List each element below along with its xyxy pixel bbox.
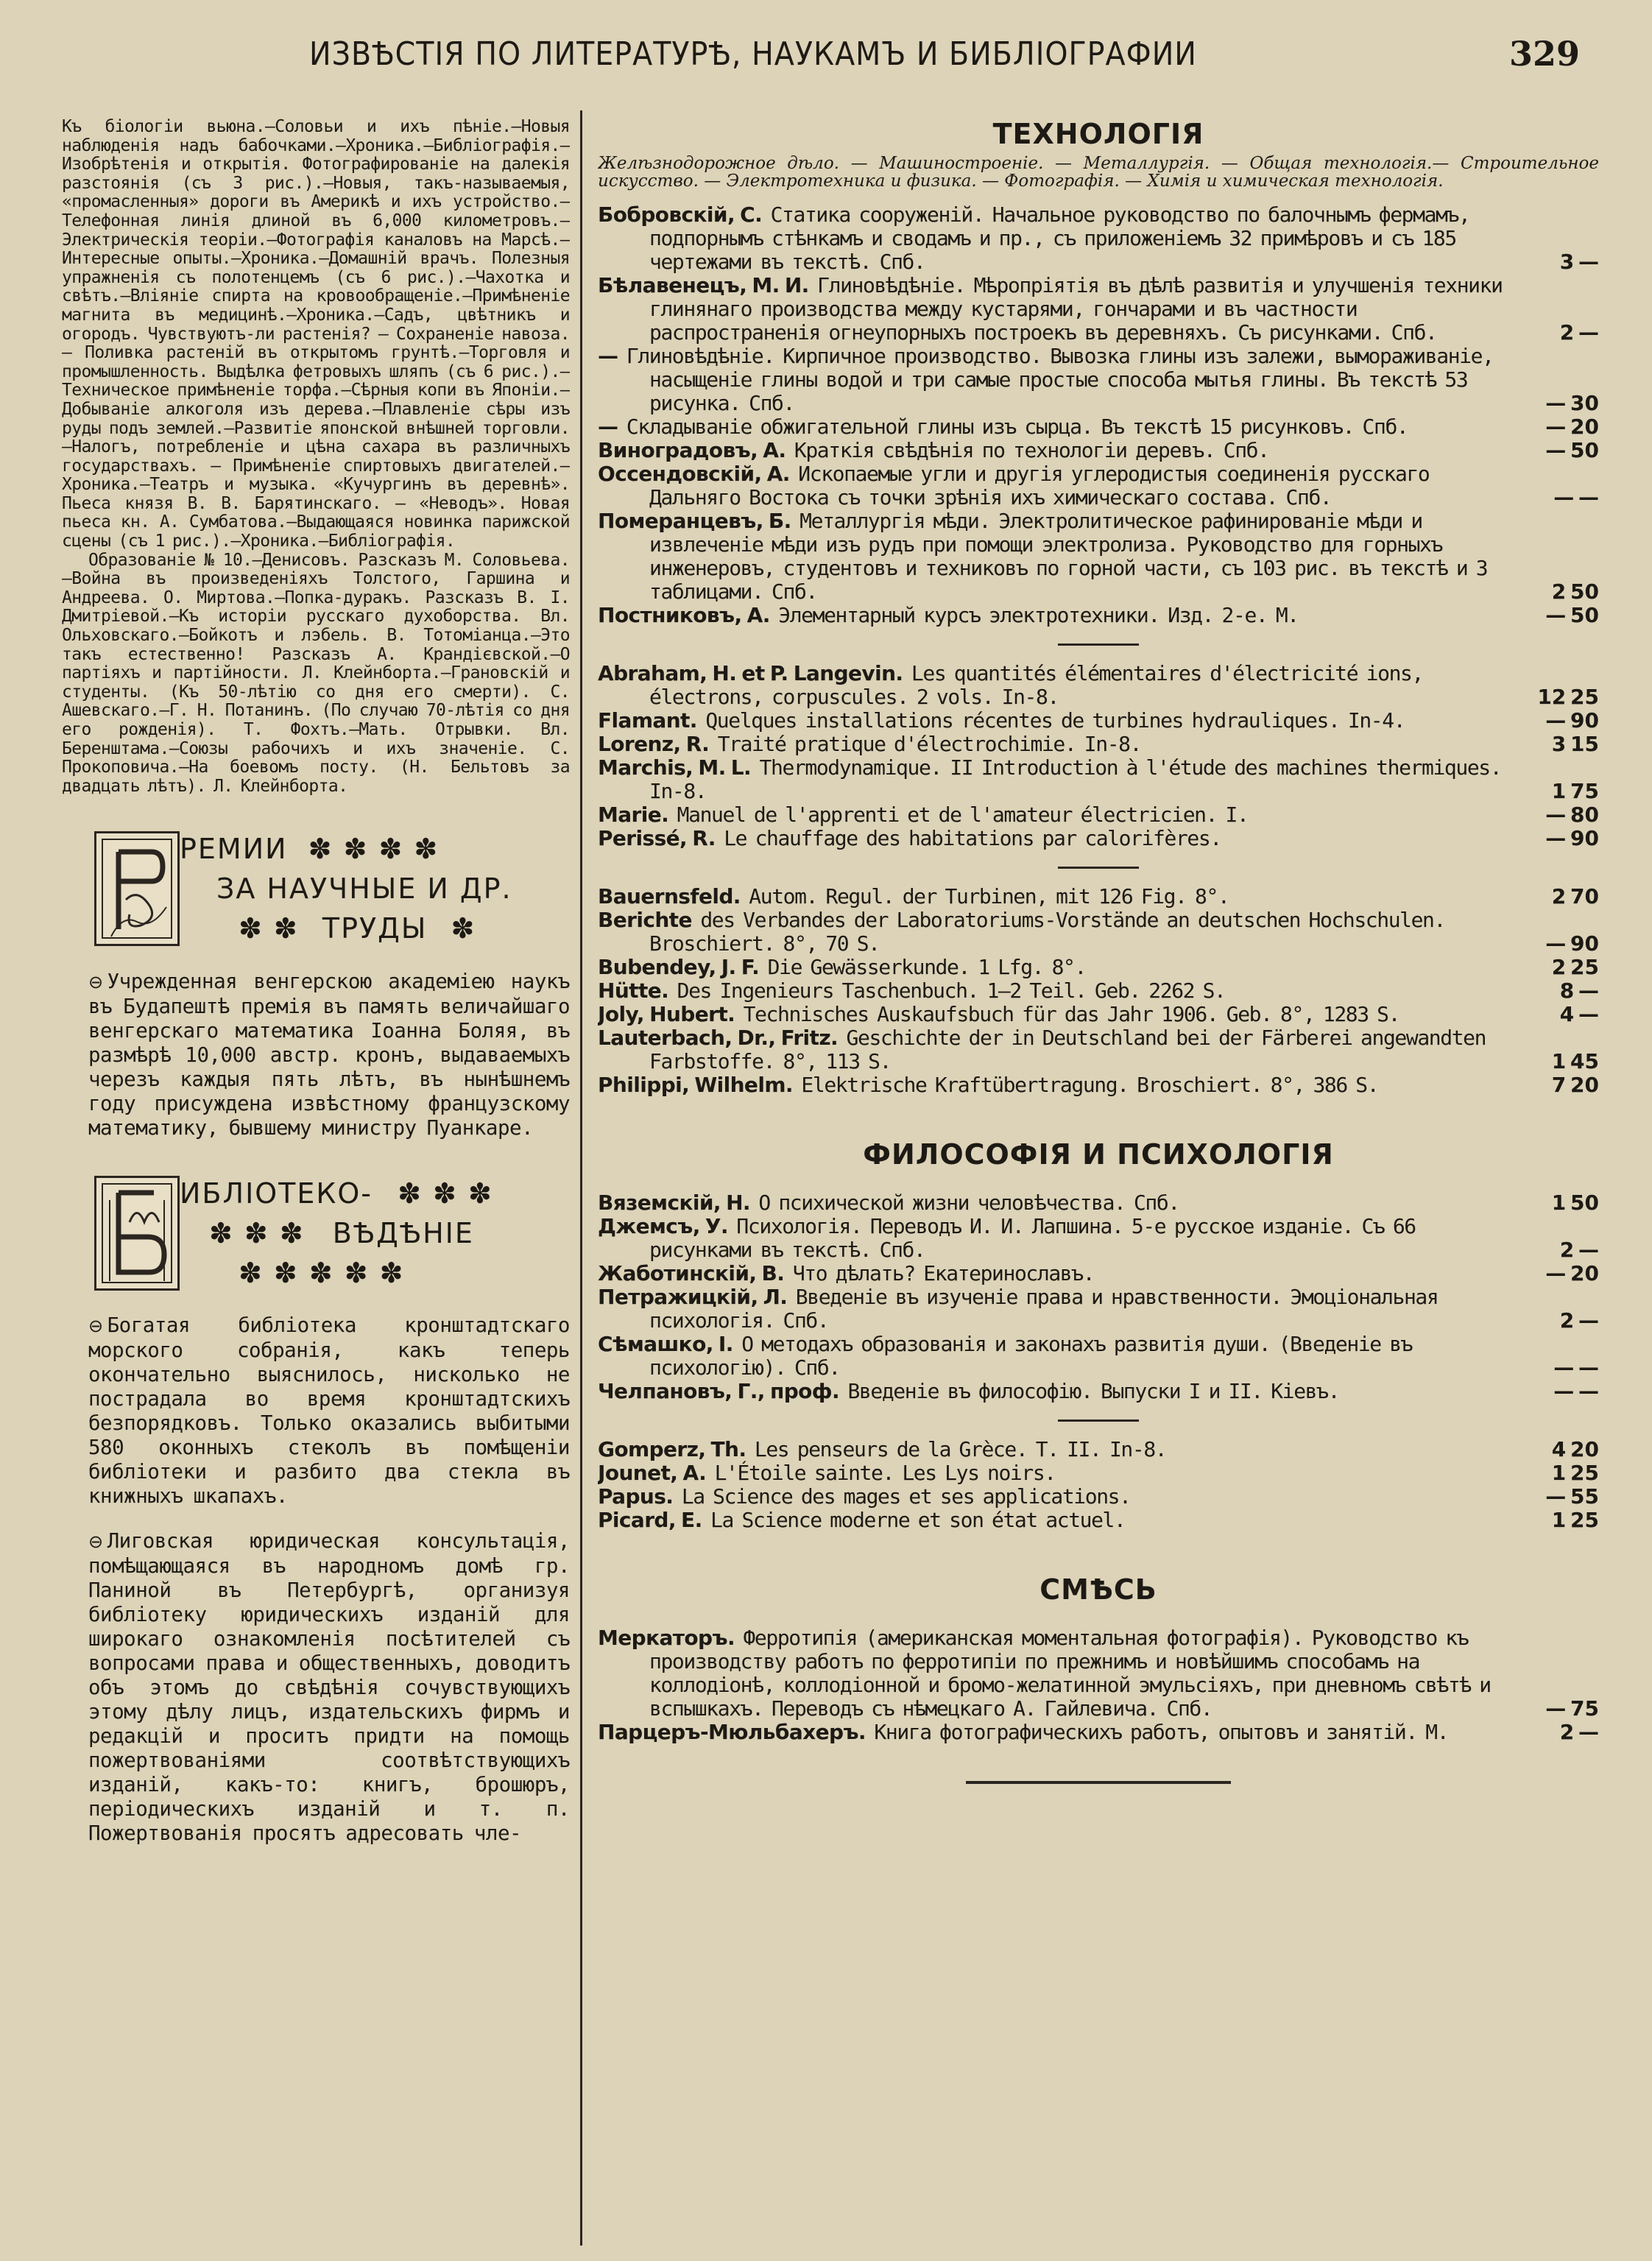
- list-item: Челпановъ, Г., проф. Введеніе въ философію. Выпуски I и II. Кіевъ. — —: [598, 1379, 1599, 1403]
- journal-title: ИЗВѢСТІЯ ПО ЛИТЕРАТУРѢ, НАУКАМЪ И БИБЛІОГРАФИИ: [309, 35, 1197, 73]
- list-item: Постниковъ, А. Элементарный курсъ электротехники. Изд. 2-е. М. — 50: [598, 603, 1599, 627]
- list-item: Gomperz, Th. Les penseurs de la Grèce. T. II. In-8. 4 20: [598, 1437, 1599, 1461]
- prizes-stars-3: ✽: [451, 912, 476, 945]
- page-number: 329: [1509, 34, 1581, 74]
- list-item: Picard, E. La Science moderne et son état actuel. 1 25: [598, 1508, 1599, 1532]
- list-item: Меркаторъ. Ферротипія (американская моментальная фотографія). Руководство къ производству работъ по ферротипіи по прежнимъ и новѣйшимъ способамъ на коллодіонѣ, коллодіонной и бромо-желатинной эмульсіяхъ, при дневномъ свѣтѣ и вспышкахъ. Переводъ съ нѣмецкаго А. Гайлевича. Спб. — 75: [598, 1626, 1599, 1721]
- list-item: Бобровскій, С. Статика сооруженій. Начальное руководство по балочнымъ фермамъ, подпорнымъ стѣнкамъ и сводамъ и пр., съ приложеніемъ 32 примѣровъ и съ 185 чертежами въ текстѣ. Спб. 3 —: [598, 202, 1599, 274]
- list-item: Вяземскій, Н. О психической жизни человѣчества. Спб. 1 50: [598, 1191, 1599, 1215]
- library-text-2: Лиговская юридическая консультація, помѣщающаяся въ народномъ домѣ гр. Паниной въ Петербургѣ, организуя библіотеку юридическихъ изданій для широкаго ознакомленія посѣтителей съ вопросами права и общественныхъ, доводитъ объ этомъ до свѣдѣнія сочувствующихъ этому дѣлу лицъ, издательскихъ фирмъ и редакцій и проситъ придти на помощь пожертвованіями соотвѣтствующихъ изданій, какъ-то: книгъ, брошюръ, періодическихъ изданій и т. п. Пожертвованія просятъ адресовать чле-: [88, 1528, 570, 1845]
- divider: [1058, 867, 1139, 869]
- technology-title: ТЕХНОЛОГІЯ: [992, 118, 1204, 150]
- list-item: Perissé, R. Le chauffage des habitations par calorifères. — 90: [598, 826, 1599, 850]
- list-item: Петражицкій, Л. Введеніе въ изученіе права и нравственности. Эмоціональная психологія. Спб. 2 —: [598, 1285, 1599, 1333]
- list-item: Joly, Hubert. Technisches Auskaufsbuch für das Jahr 1906. Geb. 8°, 1283 S. 4 —: [598, 1002, 1599, 1026]
- list-item: Lorenz, R. Traité pratique d'électrochimie. In-8. 3 15: [598, 732, 1599, 756]
- philosophy-title: ФИЛОСОФІЯ И ПСИХОЛОГІЯ: [863, 1138, 1334, 1171]
- technology-french-list: [598, 662, 1599, 850]
- divider: [1058, 643, 1139, 646]
- paragraph-mark-icon: ⊖: [88, 1531, 103, 1552]
- left-column: [62, 118, 570, 2253]
- column-divider: [580, 110, 582, 2246]
- list-item: Виноградовъ, А. Краткія свѣдѣнія по технологіи деревъ. Спб. — 50: [598, 438, 1599, 462]
- misc-list: [598, 1626, 1599, 1744]
- technology-german-list: [598, 885, 1599, 1097]
- paragraph-mark-icon: ⊖: [88, 971, 103, 992]
- prizes-heading: [62, 831, 570, 949]
- library-heading: [62, 1176, 570, 1294]
- ornamental-initial-p-icon: [94, 831, 180, 946]
- divider: [1058, 1419, 1139, 1422]
- list-item: Жаботинскій, В. Что дѣлать? Екатеринославъ. — 20: [598, 1261, 1599, 1285]
- misc-title: СМѢСЬ: [1039, 1573, 1157, 1606]
- prizes-heading-line3: ТРУДЫ: [322, 912, 428, 945]
- philosophy-russian-list: [598, 1191, 1599, 1403]
- list-item: Bauernsfeld. Autom. Regul. der Turbinen, mit 126 Fig. 8°. 2 70: [598, 884, 1599, 909]
- list-item: Papus. La Science des mages et ses applications. — 55: [598, 1484, 1599, 1509]
- education-contents: Образованіе № 10.—Денисовъ. Разсказъ М. Соловьева.—Война въ произведеніяхъ Толстого, Гаршина и Андреева. О. Миртова.—Попка-дуракъ. Разсказъ В. І. Дмитріевой.—Къ исторіи русскаго духоборства. Вл. Ольховскаго.—Бойкотъ и лэбель. В. Тотоміанца.—Это такъ естественно! Разсказъ А. Крандієвской.—О партіяхъ и партійности. Л. Клейнборта.—Грановскій и студенты. (Къ 50-лѣтію со дня его смерти). С. Ашевскаго.—Г. Н. Потанинъ. (По случаю 70-лѣтія со дня его рожденія). Т. Фохтъ.—Мать. Отрывки. Вл. Беренштама.—Союзы рабочихъ и ихъ значеніе. С. Прокоповича.—На боевомъ посту. (Н. Бельтовъ за двадцать лѣтъ). Л. Клейнборта.: [62, 550, 570, 796]
- list-item: Berichte des Verbandes der Laboratoriums-Vorstände an deutschen Hochschulen. Broschiert. 8°, 70 S. — 90: [598, 908, 1599, 956]
- prizes-text: Учрежденная венгерскою академіею наукъ въ Будапештѣ премія въ память величайшаго венгерскаго математика Іоанна Боляя, въ размѣрѣ 10,000 австр. кронъ, выдаваемыхъ черезъ каждыя пять лѣтъ, въ нынѣшнемъ году присуждена извѣстному французскому математику, бывшему министру Пуанкаре.: [88, 969, 570, 1140]
- list-item: Jounet, A. L'Étoile sainte. Les Lys noirs. 1 25: [598, 1461, 1599, 1485]
- prizes-stars-2: ✽ ✽: [239, 912, 299, 945]
- library-stars-2: ✽ ✽ ✽: [209, 1216, 305, 1249]
- list-item: Hütte. Des Ingenieurs Taschenbuch. 1—2 Teil. Geb. 2262 S. 8 —: [598, 978, 1599, 1003]
- ornamental-initial-b-icon: [94, 1176, 180, 1291]
- library-stars-3: ✽ ✽ ✽ ✽ ✽: [239, 1256, 405, 1289]
- library-heading-line1: ИБЛІОТЕКО-: [180, 1177, 373, 1210]
- list-item: — Складываніе обжигательной глины изъ сырца. Въ текстѣ 15 рисунковъ. Спб. — 20: [598, 415, 1599, 439]
- list-item: Сѣмашко, І. О методахъ образованія и законахъ развитія души. (Введеніе въ психологію). Спб. — —: [598, 1332, 1599, 1380]
- contents-text: Къ біологіи вьюна.—Соловьи и ихъ пѣніе.—Новыя наблюденія надъ бабочками.—Хроника.—Библіографія.—Изобрѣтенія и открытія. Фотографированіе на далекія разстоянія (съ 3 рис.).—Новыя, такъ-называемыя, «промасленныя» дороги въ Америкѣ и ихъ устройство.—Телефонная линія длиной въ 6,000 километровъ.—Электрическія теоріи.—Фотографія каналовъ на Марсѣ.—Интересные опыты.—Хроника.—Домашній врачъ. Полезныя упражненія съ полотенцемъ (съ 6 рис.).—Чахотка и свѣтъ.—Вліяніе спирта на кровообращеніе.—Примѣненіе магнита въ медицинѣ.—Хроника.—Садъ, цвѣтникъ и огородъ. Чувствуютъ-ли растенія? — Сохраненіе навоза. — Поливка растеній въ открытомъ грунтѣ.—Торговля и промышленность. Выдѣлка фетровыхъ шляпъ (съ 6 рис.).—Техническое примѣненіе торфа.—Сѣрныя копи въ Японіи.—Добываніе алкоголя изъ дерева.—Плавленіе сѣры изъ руды подъ землей.—Развитіе японской внѣшней торговли.—Налогъ, потребленіе и цѣна сахара въ различныхъ государствахъ. — Примѣненіе спиртовыхъ двигателей.—Хроника.—Театръ и музыка. «Кучургинъ въ деревнѣ». Пьеса князя В. В. Барятинскаго. — «Неводъ». Новая пьеса кн. А. Сумбатова.—Выдающаяся новинка парижской сцены (съ 1 рис.).—Хроника.—Библіографія.: [62, 118, 570, 551]
- paragraph-mark-icon: ⊖: [88, 1316, 103, 1337]
- list-item: — Глиновѣдѣніе. Кирпичное производство. Вывозка глины изъ залежи, вымораживаніе, насыщеніе глины водой и три самые простые способа мытья глины. Въ текстѣ 53 рисунка. Спб. — 30: [598, 344, 1599, 415]
- prizes-heading-line1: РЕМИИ: [180, 833, 288, 866]
- list-item: Marchis, M. L. Thermodynamique. II Introduction à l'étude des machines thermiques. In-8. 1 75: [598, 755, 1599, 803]
- list-item: Оссендовскій, А. Ископаемые угли и другія углеродистыя соединенія русскаго Дальняго Востока съ точки зрѣнія ихъ химическаго состава. Спб. — —: [598, 462, 1599, 509]
- library-stars-1: ✽ ✽ ✽: [398, 1177, 493, 1210]
- technology-subtitle: Желѣзнодорожное дѣло. — Машиностроеніе. — Металлургія. — Общая технологія.— Строительное искусство. — Электротехника и физика. — Фотографія. — Химія и химическая технологія.: [598, 154, 1599, 191]
- list-item: Abraham, H. et P. Langevin. Les quantités élémentaires d'électricité ions, électrons, corpuscules. 2 vols. In-8. 12 25: [598, 661, 1599, 709]
- list-item: Bubendey, J. F. Die Gewässerkunde. 1 Lfg. 8°. 2 25: [598, 955, 1599, 979]
- list-item: Джемсъ, У. Психологія. Переводъ И. И. Лапшина. 5-е русское изданіе. Съ 66 рисунками въ текстѣ. Спб. 2 —: [598, 1214, 1599, 1262]
- philosophy-french-list: [598, 1438, 1599, 1532]
- list-item: Бѣлавенецъ, М. И. Глиновѣдѣніе. Мѣропріятія въ дѣлѣ развитія и улучшенія техники глинянаго производства между кустарями, гончарами и въ частности распространенія огнеупорныхъ построекъ въ деревняхъ. Съ рисунками. Спб. 2 —: [598, 273, 1599, 345]
- prizes-article: [62, 970, 570, 1140]
- list-item: Lauterbach, Dr., Fritz. Geschichte der in Deutschland bei der Färberei angewandten Farbstoffe. 8°, 113 S. 1 45: [598, 1026, 1599, 1073]
- technology-russian-list: [598, 203, 1599, 627]
- list-item: Парцеръ-Мюльбахеръ. Книга фотографическихъ работъ, опытовъ и занятій. М. 2 —: [598, 1720, 1599, 1744]
- prizes-heading-line2: ЗА НАУЧНЫЕ И ДР.: [216, 872, 512, 906]
- list-item: Померанцевъ, Б. Металлургія мѣди. Электролитическое рафинированіе мѣди и извлеченіе мѣди изъ рудъ при помощи электролиза. Руководство для горныхъ инженеровъ, студентовъ и техниковъ по горной части, съ 103 рис. въ текстѣ и 3 таблицами. Спб. 2 50: [598, 509, 1599, 604]
- list-item: Philippi, Wilhelm. Elektrische Kraftübertragung. Broschiert. 8°, 386 S. 7 20: [598, 1073, 1599, 1097]
- end-rule: [966, 1781, 1231, 1784]
- list-item: Flamant. Quelques installations récentes de turbines hydrauliques. In-4. — 90: [598, 708, 1599, 733]
- library-articles: [62, 1313, 570, 1846]
- list-item: Marie. Manuel de l'apprenti et de l'amateur électricien. I. — 80: [598, 803, 1599, 827]
- library-text-1: Богатая библіотека кронштадтскаго морского собранія, какъ теперь окончательно выяснилось, нисколько не пострадала во время кронштадтскихъ безпорядковъ. Только оказались выбитыми 580 оконныхъ стеколъ въ помѣщеніи библіотеки и разбито два стекла въ книжныхъ шкапахъ.: [88, 1313, 570, 1509]
- right-column: [598, 110, 1599, 2246]
- prizes-stars-1: ✽ ✽ ✽ ✽: [308, 833, 440, 866]
- contents-listing: [62, 118, 570, 796]
- library-heading-line2: ВѢДѢНІЕ: [332, 1216, 474, 1249]
- running-head: [0, 31, 1652, 82]
